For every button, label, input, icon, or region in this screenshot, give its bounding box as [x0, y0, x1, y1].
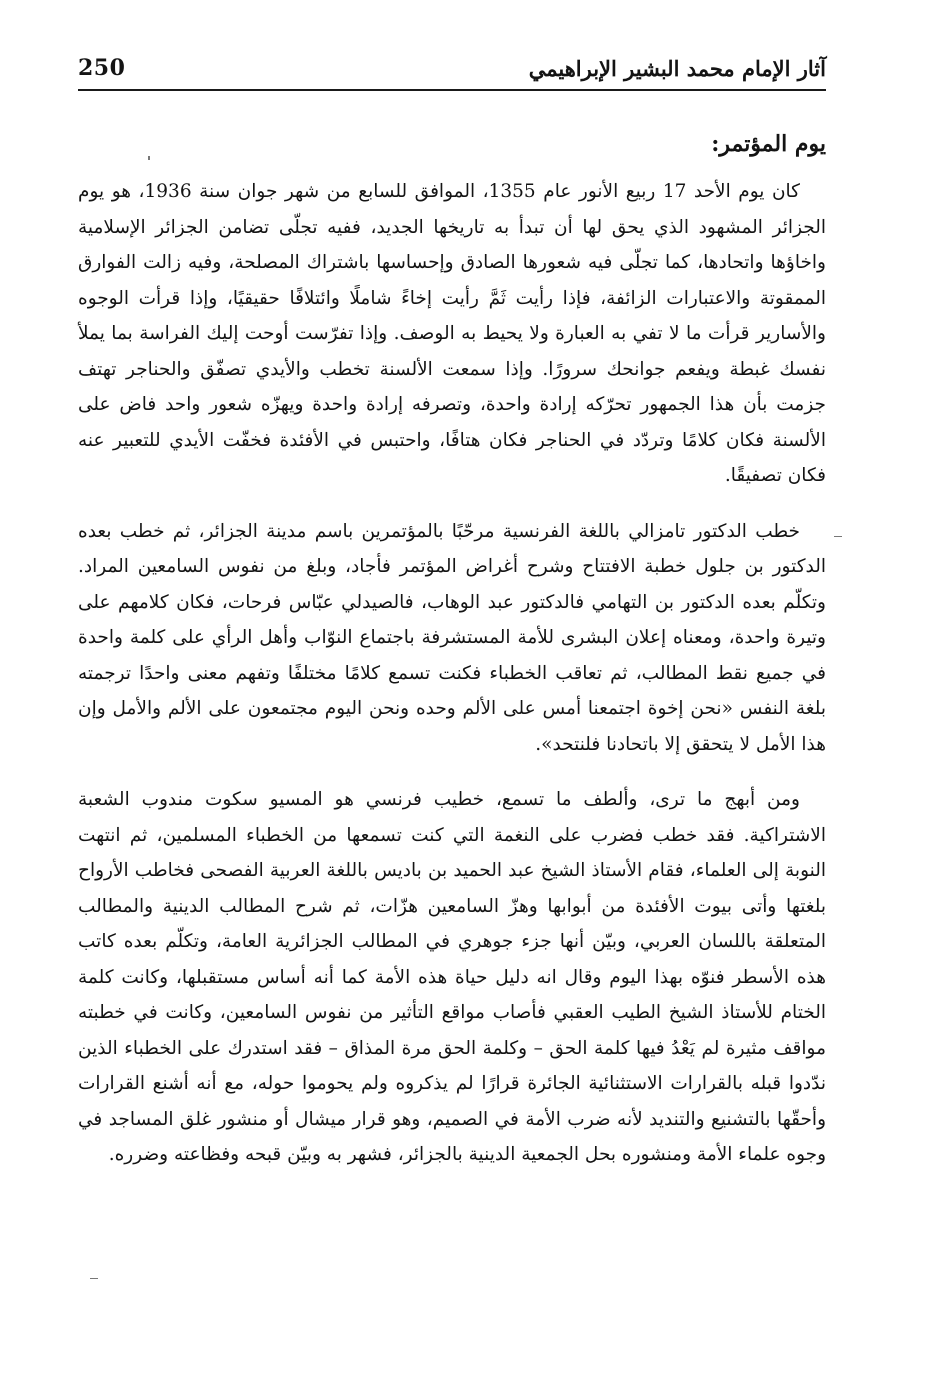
scan-speck — [90, 1278, 98, 1279]
paragraph-1: كان يوم الأحد 17 ربيع الأنور عام 1355، الموافق للسابع من شهر جوان سنة 1936، هو يوم الجزائر المشهود الذي يحق لها أن تبدأ به تاريخها الجديد، ففيه تجلّى تضامن الجزائر الإسلامية واخاؤها واتحادها، كما تجلّى فيه شعورها الصادق وإحساسها باشتراك المصلحة، وفيه زالت الفوارق الممقوتة والاعتبارات الزائفة، فإذا رأيت ثَمَّ رأيت إخاءً شاملًا وائتلافًا حقيقيًا، وإذا قرأت الوجوه والأسارير قرأت ما لا تفي به العبارة ولا يحيط به الوصف. وإذا تفرّست أوحت إليك الفراسة بما يملأ نفسك غبطة ويفعم جوانحك سرورًا. وإذا سمعت الألسنة تخطب والأيدي تصفّق والحناجر تهتف جزمت بأن هذا الجمهور تحرّكه إرادة واحدة، وتصرفه إرادة واحدة ويهزّه شعور واحد فاض على الألسنة فكان كلامًا وتردّد في الحناجر فكان هتافًا، واحتبس في الأفئدة فخفّت الأيدي للتعبير عنه فكان تصفيقًا. — [78, 181, 826, 486]
scan-speck — [834, 536, 842, 537]
running-title: آثار الإمام محمد البشير الإبراهيمي — [528, 55, 826, 81]
paragraph-2: خطب الدكتور تامزالي باللغة الفرنسية مرحّبًا بالمؤتمرين باسم مدينة الجزائر، ثم خطب بعده الدكتور بن جلول خطبة الافتتاح وشرح أغراض المؤتمر فأجاد، وبلغ من نفوس السامعين المراد. وتكلّم بعده الدكتور بن التهامي فالدكتور عبد الوهاب، فالصيدلي عبّاس فرحات، فكان كلامهم على وتيرة واحدة، ومعناه إعلان البشرى للأمة المستشرفة باجتماع النوّاب وأهل الرأي على كلمة واحدة في جميع نقط المطالب، ثم تعاقب الخطباء فكنت تسمع كلامًا مختلفًا وتفهم معنى واحدًا ترجمته بلغة النفس «نحن إخوة اجتمعنا أمس على الألم وحده ونحن اليوم مجتمعون على الألم والأمل وإن هذا الأمل لا يتحقق إلا باتحادنا فلنتحد». — [78, 520, 826, 755]
section-body — [78, 124, 826, 1173]
section-heading: يوم المؤتمر: — [711, 131, 826, 157]
page-number: 250 — [78, 55, 126, 81]
scan-speck — [148, 156, 150, 160]
header-rule — [78, 89, 826, 91]
paragraph-3: ومن أبهج ما ترى، وألطف ما تسمع، خطيب فرنسي هو المسيو سكوت مندوب الشعبة الاشتراكية. فقد خطب فضرب على النغمة التي كنت تسمعها من الخطباء المسلمين، ثم انتهت النوبة إلى العلماء، فقام الأستاذ الشيخ عبد الحميد بن باديس باللغة العربية الفصحى فخاطب الأرواح بلغتها وأتى بيوت الأفئدة من أبوابها وهزّ السامعين هزّات، ثم شرح المطالب الدينية والمطالب المتعلقة باللسان العربي، وبيّن أنها جزء جوهري في المطالب الجزائرية العامة، وتكلّم بعده كاتب هذه الأسطر فنوّه بهذا اليوم وقال انه دليل حياة هذه الأمة كما أنه أساس مستقبلها، وكانت كلمة الختام للأستاذ الشيخ الطيب العقبي فأصاب مواقع التأثير من نفوس السامعين، وكانت في خطبته مواقف مثيرة لم يَعْدُ فيها كلمة الحق – وكلمة الحق مرة المذاق – فقد استدرك على الخطباء الذين ندّدوا قبله بالقرارات الاستثنائية الجائرة قرارًا لم يذكروه ولم يحوموا حوله، مع أنه أشنع القرارات وأحقّها بالتشنيع والتنديد لأنه ضرب الأمة في الصميم، وهو قرار ميشال أو منشور غلق المساجد في وجوه علماء الأمة ومنشوره بحل الجمعية الدينية بالجزائر، فشهر به وبيّن قبحه وفظاعته وضرره. — [78, 789, 826, 1165]
page-header — [78, 48, 826, 88]
